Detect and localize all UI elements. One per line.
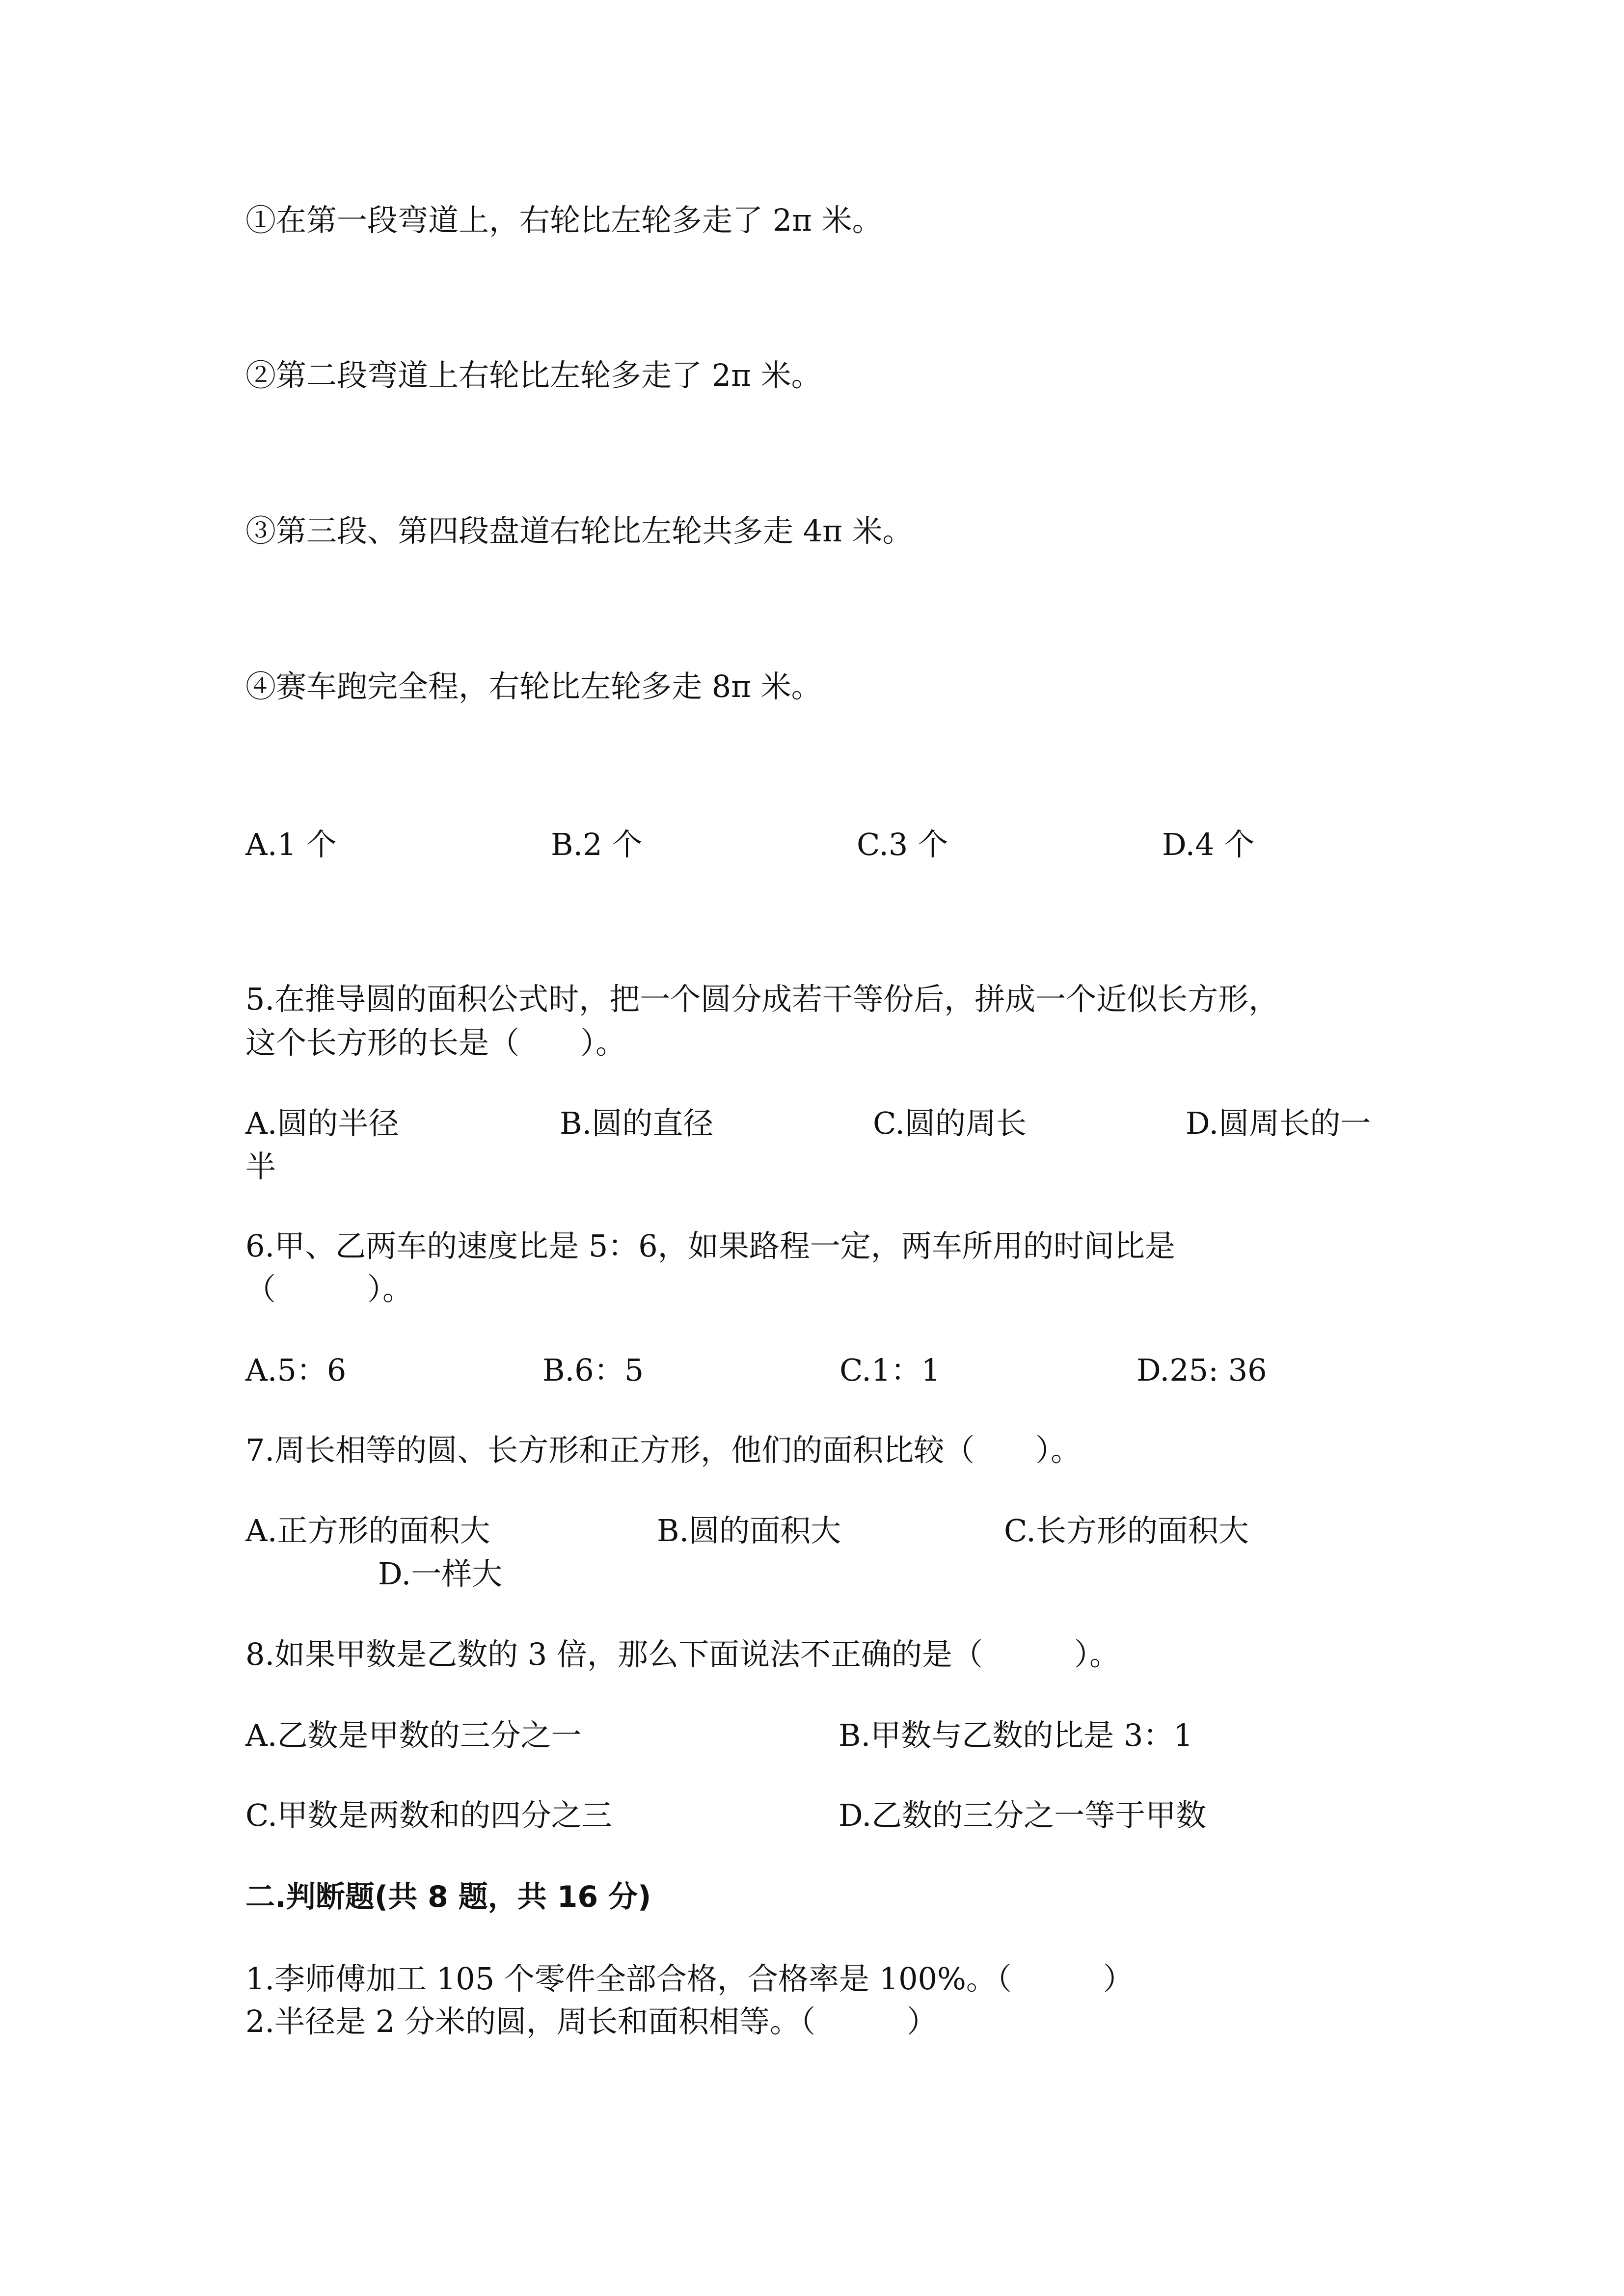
q6-option-c: C.1：1 bbox=[839, 1352, 941, 1388]
q7-option-b: B.圆的面积大 bbox=[657, 1513, 841, 1548]
q4-option-d: D.4 个 bbox=[1162, 827, 1255, 862]
statement-2: ②第二段弯道上右轮比左轮多走了 2π 米。 bbox=[245, 357, 822, 393]
q6-stem-line1: 6.甲、乙两车的速度比是 5：6，如果路程一定，两车所用的时间比是 bbox=[245, 1228, 1175, 1264]
section-heading-true-false: 二.判断题(共 8 题，共 16 分) bbox=[245, 1880, 651, 1914]
q6-option-b: B.6：5 bbox=[542, 1352, 644, 1388]
q4-option-a: A.1 个 bbox=[245, 827, 337, 862]
tf-item-2: 2.半径是 2 分米的圆，周长和面积相等。（ ） bbox=[245, 2003, 938, 2039]
statement-1: ①在第一段弯道上，右轮比左轮多走了 2π 米。 bbox=[245, 202, 883, 238]
q8-option-a: A.乙数是甲数的三分之一 bbox=[245, 1717, 582, 1753]
q5-option-d-wrap: 半 bbox=[245, 1148, 276, 1184]
q6-option-a: A.5：6 bbox=[245, 1352, 347, 1388]
q7-stem: 7.周长相等的圆、长方形和正方形，他们的面积比较（ ）。 bbox=[245, 1432, 1082, 1468]
q7-option-a: A.正方形的面积大 bbox=[245, 1513, 490, 1548]
q8-option-d: D.乙数的三分之一等于甲数 bbox=[839, 1797, 1207, 1833]
q7-option-c: C.长方形的面积大 bbox=[1004, 1513, 1249, 1548]
q4-option-c: C.3 个 bbox=[857, 827, 948, 862]
q6-option-d: D.25: 36 bbox=[1137, 1352, 1267, 1388]
statement-3: ③第三段、第四段盘道右轮比左轮共多走 4π 米。 bbox=[245, 513, 913, 549]
q5-stem-line2: 这个长方形的长是（ ）。 bbox=[245, 1025, 626, 1061]
q5-option-b: B.圆的直径 bbox=[560, 1105, 714, 1141]
tf-item-1: 1.李师傅加工 105 个零件全部合格，合格率是 100%。（ ） bbox=[245, 1961, 1134, 1997]
q8-option-c: C.甲数是两数和的四分之三 bbox=[245, 1797, 612, 1833]
q4-option-b: B.2 个 bbox=[551, 827, 643, 862]
q5-stem-line1: 5.在推导圆的面积公式时，把一个圆分成若干等份后，拼成一个近似长方形， bbox=[245, 981, 1279, 1017]
statement-4: ④赛车跑完全程，右轮比左轮多走 8π 米。 bbox=[245, 668, 822, 704]
q5-option-c: C.圆的周长 bbox=[873, 1105, 1027, 1141]
q8-option-b: B.甲数与乙数的比是 3：1 bbox=[839, 1717, 1193, 1753]
q7-option-d: D.一样大 bbox=[378, 1556, 503, 1592]
q8-stem: 8.如果甲数是乙数的 3 倍，那么下面说法不正确的是（ ）。 bbox=[245, 1636, 1120, 1672]
q6-stem-line2: （ ）。 bbox=[245, 1271, 413, 1307]
q5-option-d: D.圆周长的一 bbox=[1186, 1105, 1371, 1141]
q5-option-a: A.圆的半径 bbox=[245, 1105, 399, 1141]
